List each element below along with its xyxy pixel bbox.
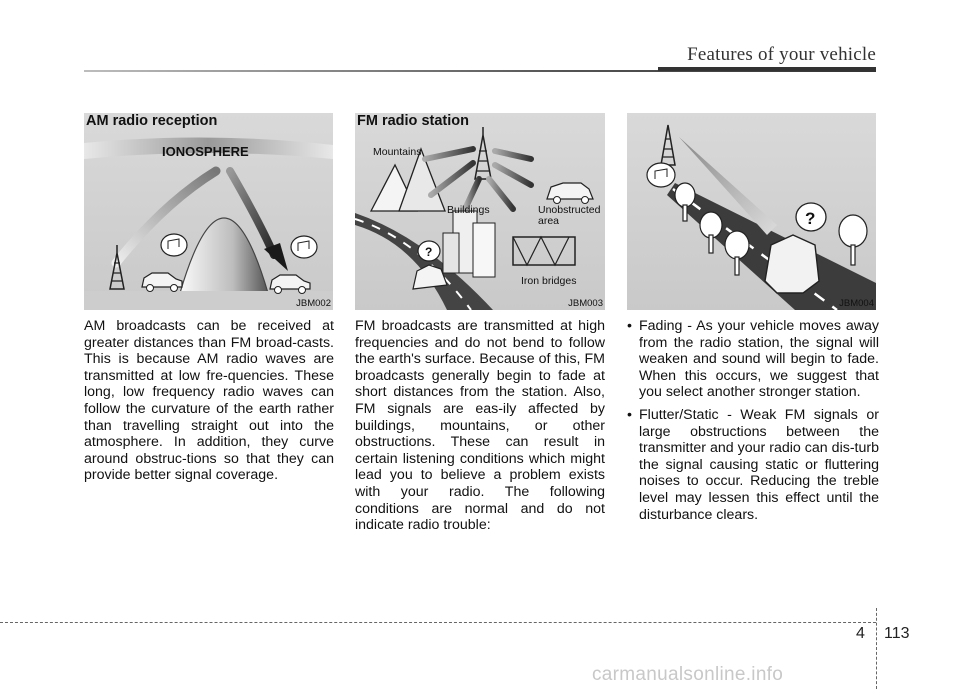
buildings-shape xyxy=(443,211,495,277)
fm-station-figure xyxy=(355,113,605,310)
conditions-list xyxy=(627,318,879,529)
list-item: • Fading - As your vehicle moves away from the radio station, the signal will weaken and sound will begin to fade. When this occurs, we suggest that you select another stronger station. xyxy=(627,318,879,401)
header-rule-accent xyxy=(658,67,876,71)
buildings-label: Buildings xyxy=(447,204,490,216)
unobstructed-label-line2: area xyxy=(538,215,560,227)
fm-station-illustration xyxy=(355,113,605,310)
am-reception-illustration xyxy=(84,113,333,310)
mountains-label: Mountains xyxy=(373,146,422,158)
list-item: • Flutter/Static - Weak FM signals or large obstructions between the transmitter and your radio can dis-turb the signal causing static or fluttering noises to occur. Reducing the treble level may lessen this effect until the disturbance clears. xyxy=(627,407,879,523)
footer-vertical-rule xyxy=(876,608,877,689)
question-bubble-icon xyxy=(796,203,826,231)
music-note-bubble-icon xyxy=(161,234,187,256)
car-icon xyxy=(547,183,593,204)
iron-bridges-label: Iron bridges xyxy=(521,275,577,287)
ionosphere-label: IONOSPHERE xyxy=(162,144,249,159)
footer-rule xyxy=(0,622,876,623)
fading-illustration xyxy=(627,113,876,310)
page-number: 113 xyxy=(884,625,910,642)
car-icon xyxy=(765,235,819,293)
figure-title: AM radio reception xyxy=(86,113,218,129)
car-icon xyxy=(142,273,182,292)
watermark: carmanualsonline.info xyxy=(592,664,784,685)
hill-shape xyxy=(180,218,268,293)
figure-code: JBM004 xyxy=(839,298,874,309)
radio-tower-icon xyxy=(475,127,491,179)
section-title: Features of your vehicle xyxy=(687,44,876,65)
figure-code: JBM002 xyxy=(296,298,331,309)
am-reception-figure xyxy=(84,113,333,310)
fading-figure xyxy=(627,113,876,310)
figure-title: FM radio station xyxy=(357,113,469,129)
figure-code: JBM003 xyxy=(568,298,603,309)
fm-broadcast-text: FM broadcasts are transmitted at high frequencies and do not bend to follow the earth's surface. Because of this, FM broadcasts generally begin to fade at short distances from the station. Also, FM signals are eas-ily affected by buildings, mountains, or other obstructions. These can result in certain listening conditions which might lead you to believe a problem exists with your radio. The following conditions are normal and do not indicate radio trouble: xyxy=(355,318,605,534)
unobstructed-label: Unobstructed xyxy=(538,204,601,216)
car-icon xyxy=(270,275,310,294)
svg-text:?: ? xyxy=(425,245,433,259)
question-bubble-icon xyxy=(418,241,440,261)
iron-bridge-shape xyxy=(513,237,575,265)
chapter-number: 4 xyxy=(856,625,865,642)
am-broadcast-text: AM broadcasts can be received at greater distances than FM broad-casts. This is because AM radio waves are transmitted at low fre-quencies. These long, low frequency radio waves can follow the curvature of the earth rather than travelling straight out into the atmosphere. In addition, they curve around obstruc-tions so that they can provide better signal coverage. xyxy=(84,318,334,484)
svg-text:?: ? xyxy=(805,209,816,228)
music-note-bubble-icon xyxy=(647,163,675,187)
music-note-bubble-icon xyxy=(291,236,317,258)
radio-tower-icon xyxy=(661,125,675,165)
